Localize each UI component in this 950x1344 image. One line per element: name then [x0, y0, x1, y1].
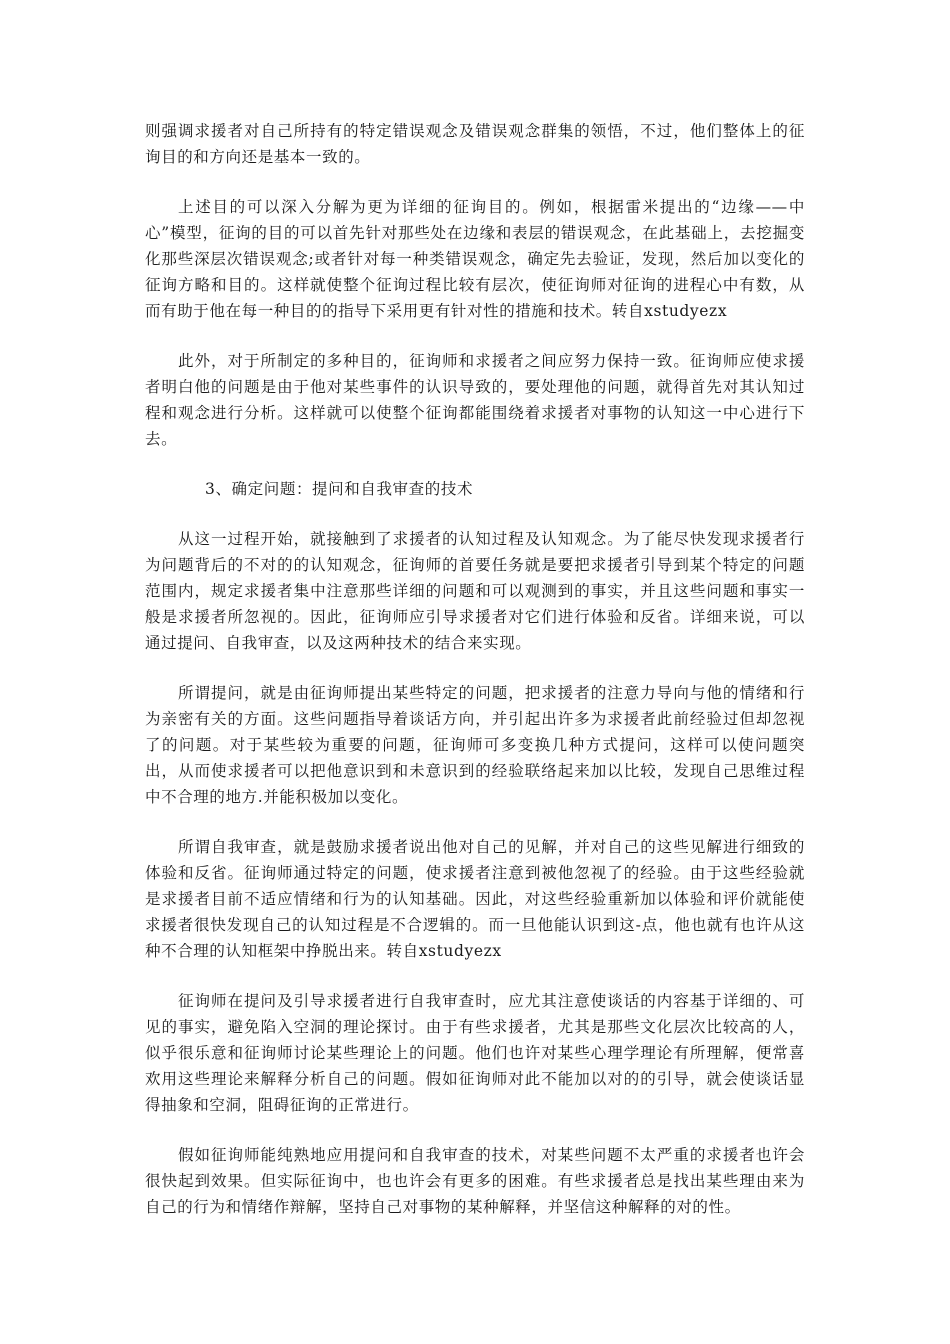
paragraph-goal-decomposition: 上述目的可以深入分解为更为详细的征询目的。例如，根据雷米提出的“边缘——中心”模型，征询的目的可以首先针对那些处在边缘和表层的错误观念，在此基础上，去挖掘变化那些深层次错误观念;或者针对每一种类错误观念，确定先去验证，发现，然后加以变化的征询方略和目的。这样就使整个征询过程比较有层次，使征询师对征询的进程心中有数，从而有助于他在每一种目的的指导下采用更有针对性的措施和技术。转自xstudyezx	[145, 198, 805, 320]
paragraph-agreement: 此外，对于所制定的多种目的，征询师和求援者之间应努力保持一致。征询师应使求援者明白他的问题是由于他对某些事件的认识导致的，要处理他的问题，就得首先对其认知过程和观念进行分析。这样就可以使整个征询都能围绕着求援者对事物的认知这一中心进行下去。	[145, 352, 805, 448]
paragraph-concrete-facts: 征询师在提问及引导求援者进行自我审查时，应尤其注意使谈话的内容基于详细的、可见的事实，避免陷入空洞的理论探讨。由于有些求援者，尤其是那些文化层次比较高的人，似乎很乐意和征询师讨论某些理论上的问题。他们也许对某些心理学理论有所理解，便常喜欢用这些理论来解释分析自己的问题。假如征询师对此不能加以对的的引导，就会使谈话显得抽象和空洞，阻碍征询的正常进行。	[145, 992, 805, 1114]
paragraph-continuation: 则强调求援者对自己所持有的特定错误观念及错误观念群集的领悟，不过，他们整体上的征询目的和方向还是基本一致的。	[145, 122, 805, 166]
paragraph-problem-identification: 从这一过程开始，就接触到了求援者的认知过程及认知观念。为了能尽快发现求援者行为问题背后的不对的的认知观念，征询师的首要任务就是要把求援者引导到某个特定的问题范围内，规定求援者集中注意那些详细的问题和可以观测到的事实，并且这些问题和事实一般是求援者所忽视的。因此，征询师应引导求援者对它们进行体验和反省。详细来说，可以通过提问、自我审查，以及这两种技术的结合来实现。	[145, 530, 805, 652]
document-page	[145, 118, 805, 1244]
section-heading: 3、确定问题：提问和自我审查的技术	[205, 480, 474, 498]
paragraph-difficulties: 假如征询师能纯熟地应用提问和自我审查的技术，对某些问题不太严重的求援者也许会很快起到效果。但实际征询中，也也许会有更多的困难。有些求援者总是找出某些理由来为自己的行为和情绪作辩解，坚持自己对事物的某种解释，并坚信这种解释的对的性。	[145, 1146, 805, 1216]
paragraph-self-examination: 所谓自我审查，就是鼓励求援者说出他对自己的见解，并对自己的这些见解进行细致的体验和反省。征询师通过特定的问题，使求援者注意到被他忽视了的经验。由于这些经验就是求援者目前不适应情绪和行为的认知基础。因此，对这些经验重新加以体验和评价就能使求援者很快发现自己的认知过程是不合逻辑的。而一旦他能认识到这-点，他也就有也许从这种不合理的认知框架中挣脱出来。转自xstudyezx	[145, 838, 805, 960]
paragraph-questioning: 所谓提问，就是由征询师提出某些特定的问题，把求援者的注意力导向与他的情绪和行为亲密有关的方面。这些问题指导着谈话方向，并引起出许多为求援者此前经验过但却忽视了的问题。对于某些较为重要的问题，征询师可多变换几种方式提问，这样可以使问题突出，从而使求援者可以把他意识到和未意识到的经验联络起来加以比较，发现自己思维过程中不合理的地方.并能积极加以变化。	[145, 684, 805, 806]
